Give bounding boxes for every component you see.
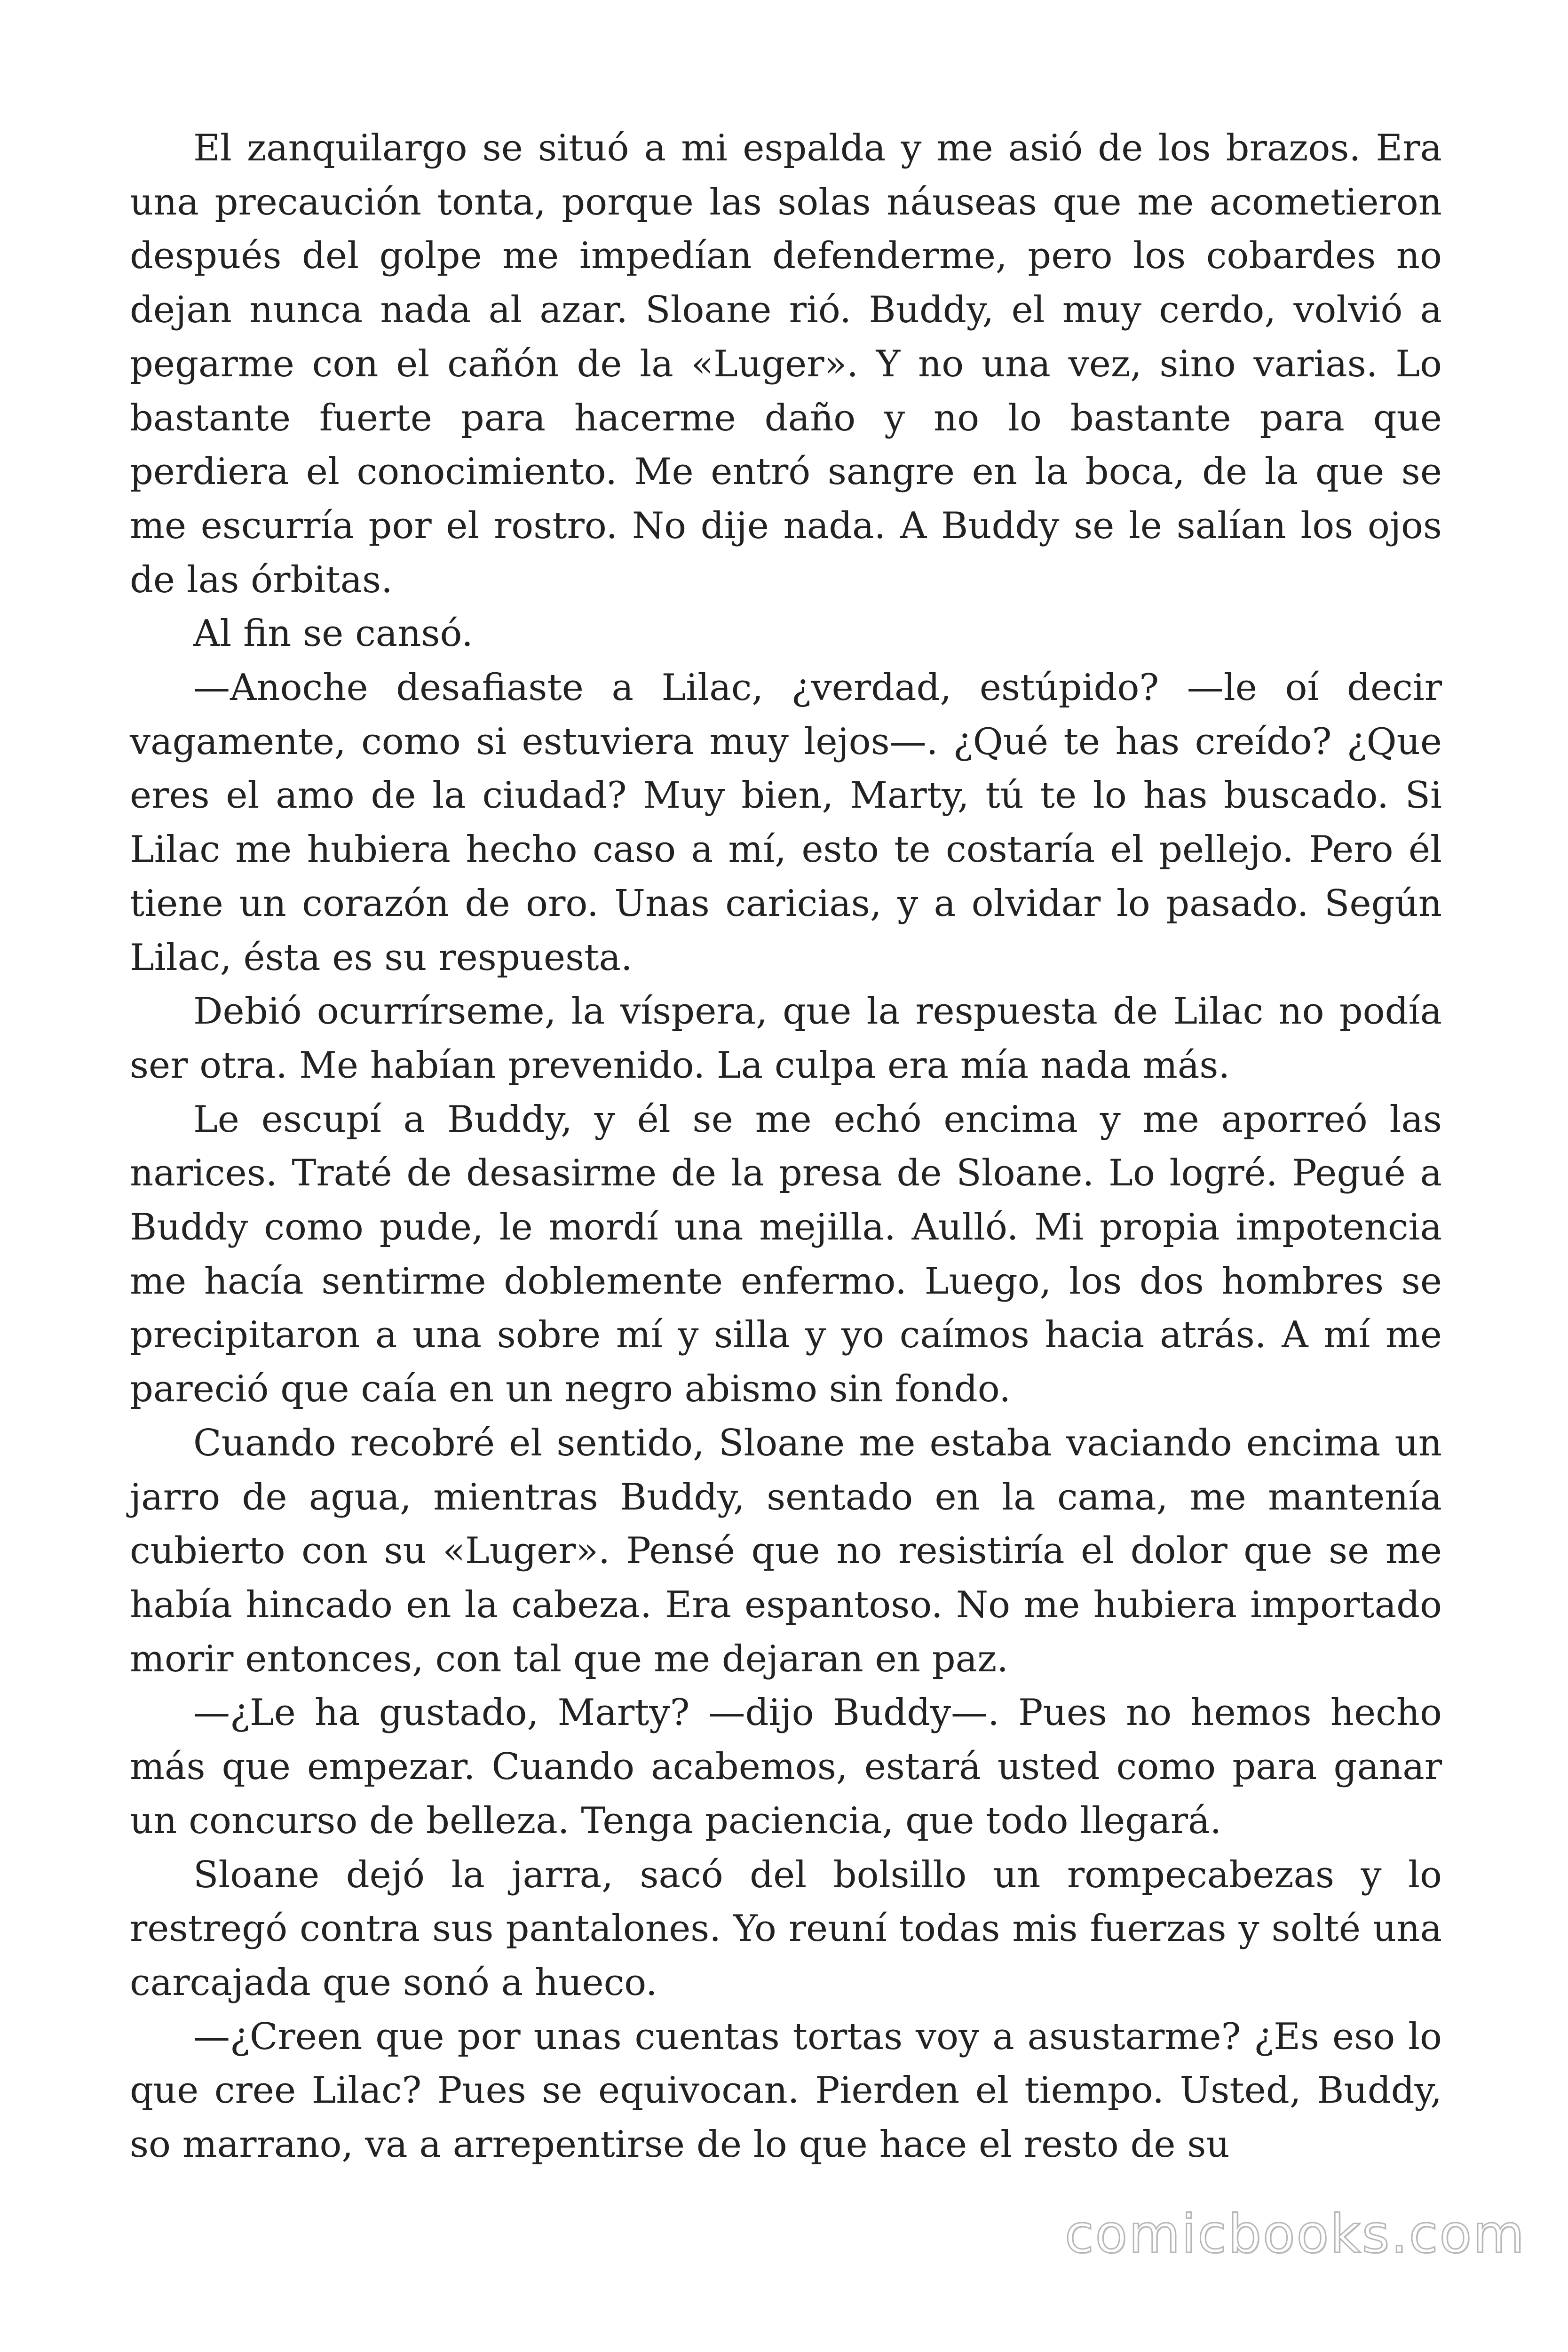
- paragraph: Sloane dejó la jarra, sacó del bolsillo un rompecabezas y lo restregó contra sus pantalones. Yo reuní todas mis fuerzas y solté una carcajada que sonó a hueco.: [130, 1853, 1442, 2004]
- paragraph: Al fin se cansó.: [193, 612, 473, 655]
- paragraph: Le escupí a Buddy, y él se me echó encima y me aporreó las narices. Traté de desasirme de la presa de Sloane. Lo logré. Pegué a Buddy como pude, le mordí una mejilla. Aulló. Mi propia impotencia me hacía sentirme doblemente enfermo. Luego, los dos hombres se precipitaron a una sobre mí y silla y yo caímos hacia atrás. A mí me pareció que caía en un negro abismo sin fondo.: [130, 1098, 1442, 1411]
- body-text: [130, 121, 1442, 2172]
- paragraph: Cuando recobré el sentido, Sloane me estaba vaciando encima un jarro de agua, mientras Buddy, sentado en la cama, me mantenía cubierto con su «Luger». Pensé que no resistiría el dolor que se me había hincado en la cabeza. Era espantoso. No me hubiera importado morir entonces, con tal que me dejaran en paz.: [130, 1422, 1442, 1680]
- paragraph: Debió ocurrírseme, la víspera, que la respuesta de Lilac no podía ser otra. Me habían prevenido. La culpa era mía nada más.: [130, 990, 1442, 1087]
- paragraph: —¿Creen que por unas cuentas tortas voy a asustarme? ¿Es eso lo que cree Lilac? Pues se equivocan. Pierden el tiempo. Usted, Buddy, so marrano, va a arrepentirse de lo que hace el resto de su: [130, 2015, 1442, 2166]
- paragraph: El zanquilargo se situó a mi espalda y me asió de los brazos. Era una precaución tonta, porque las solas náuseas que me acometieron después del golpe me impedían defenderme, pero los cobardes no dejan nunca nada al azar. Sloane rió. Buddy, el muy cerdo, volvió a pegarme con el cañón de la «Luger». Y no una vez, sino varias. Lo bastante fuerte para hacerme daño y no lo bastante para que perdiera el conocimiento. Me entró sangre en la boca, de la que se me escurría por el rostro. No dije nada. A Buddy se le salían los ojos de las órbitas.: [130, 127, 1442, 601]
- watermark-logo: comicbooks.com: [1064, 2204, 1526, 2265]
- paragraph: —¿Le ha gustado, Marty? —dijo Buddy—. Pues no hemos hecho más que empezar. Cuando acabemos, estará usted como para ganar un concurso de belleza. Tenga paciencia, que todo llegará.: [130, 1692, 1442, 1842]
- paragraph: —Anoche desafiaste a Lilac, ¿verdad, estúpido? —le oí decir vagamente, como si estuviera muy lejos—. ¿Qué te has creído? ¿Que eres el amo de la ciudad? Muy bien, Marty, tú te lo has buscado. Si Lilac me hubiera hecho caso a mí, esto te costaría el pellejo. Pero él tiene un corazón de oro. Unas caricias, y a olvidar lo pasado. Según Lilac, ésta es su respuesta.: [130, 667, 1442, 979]
